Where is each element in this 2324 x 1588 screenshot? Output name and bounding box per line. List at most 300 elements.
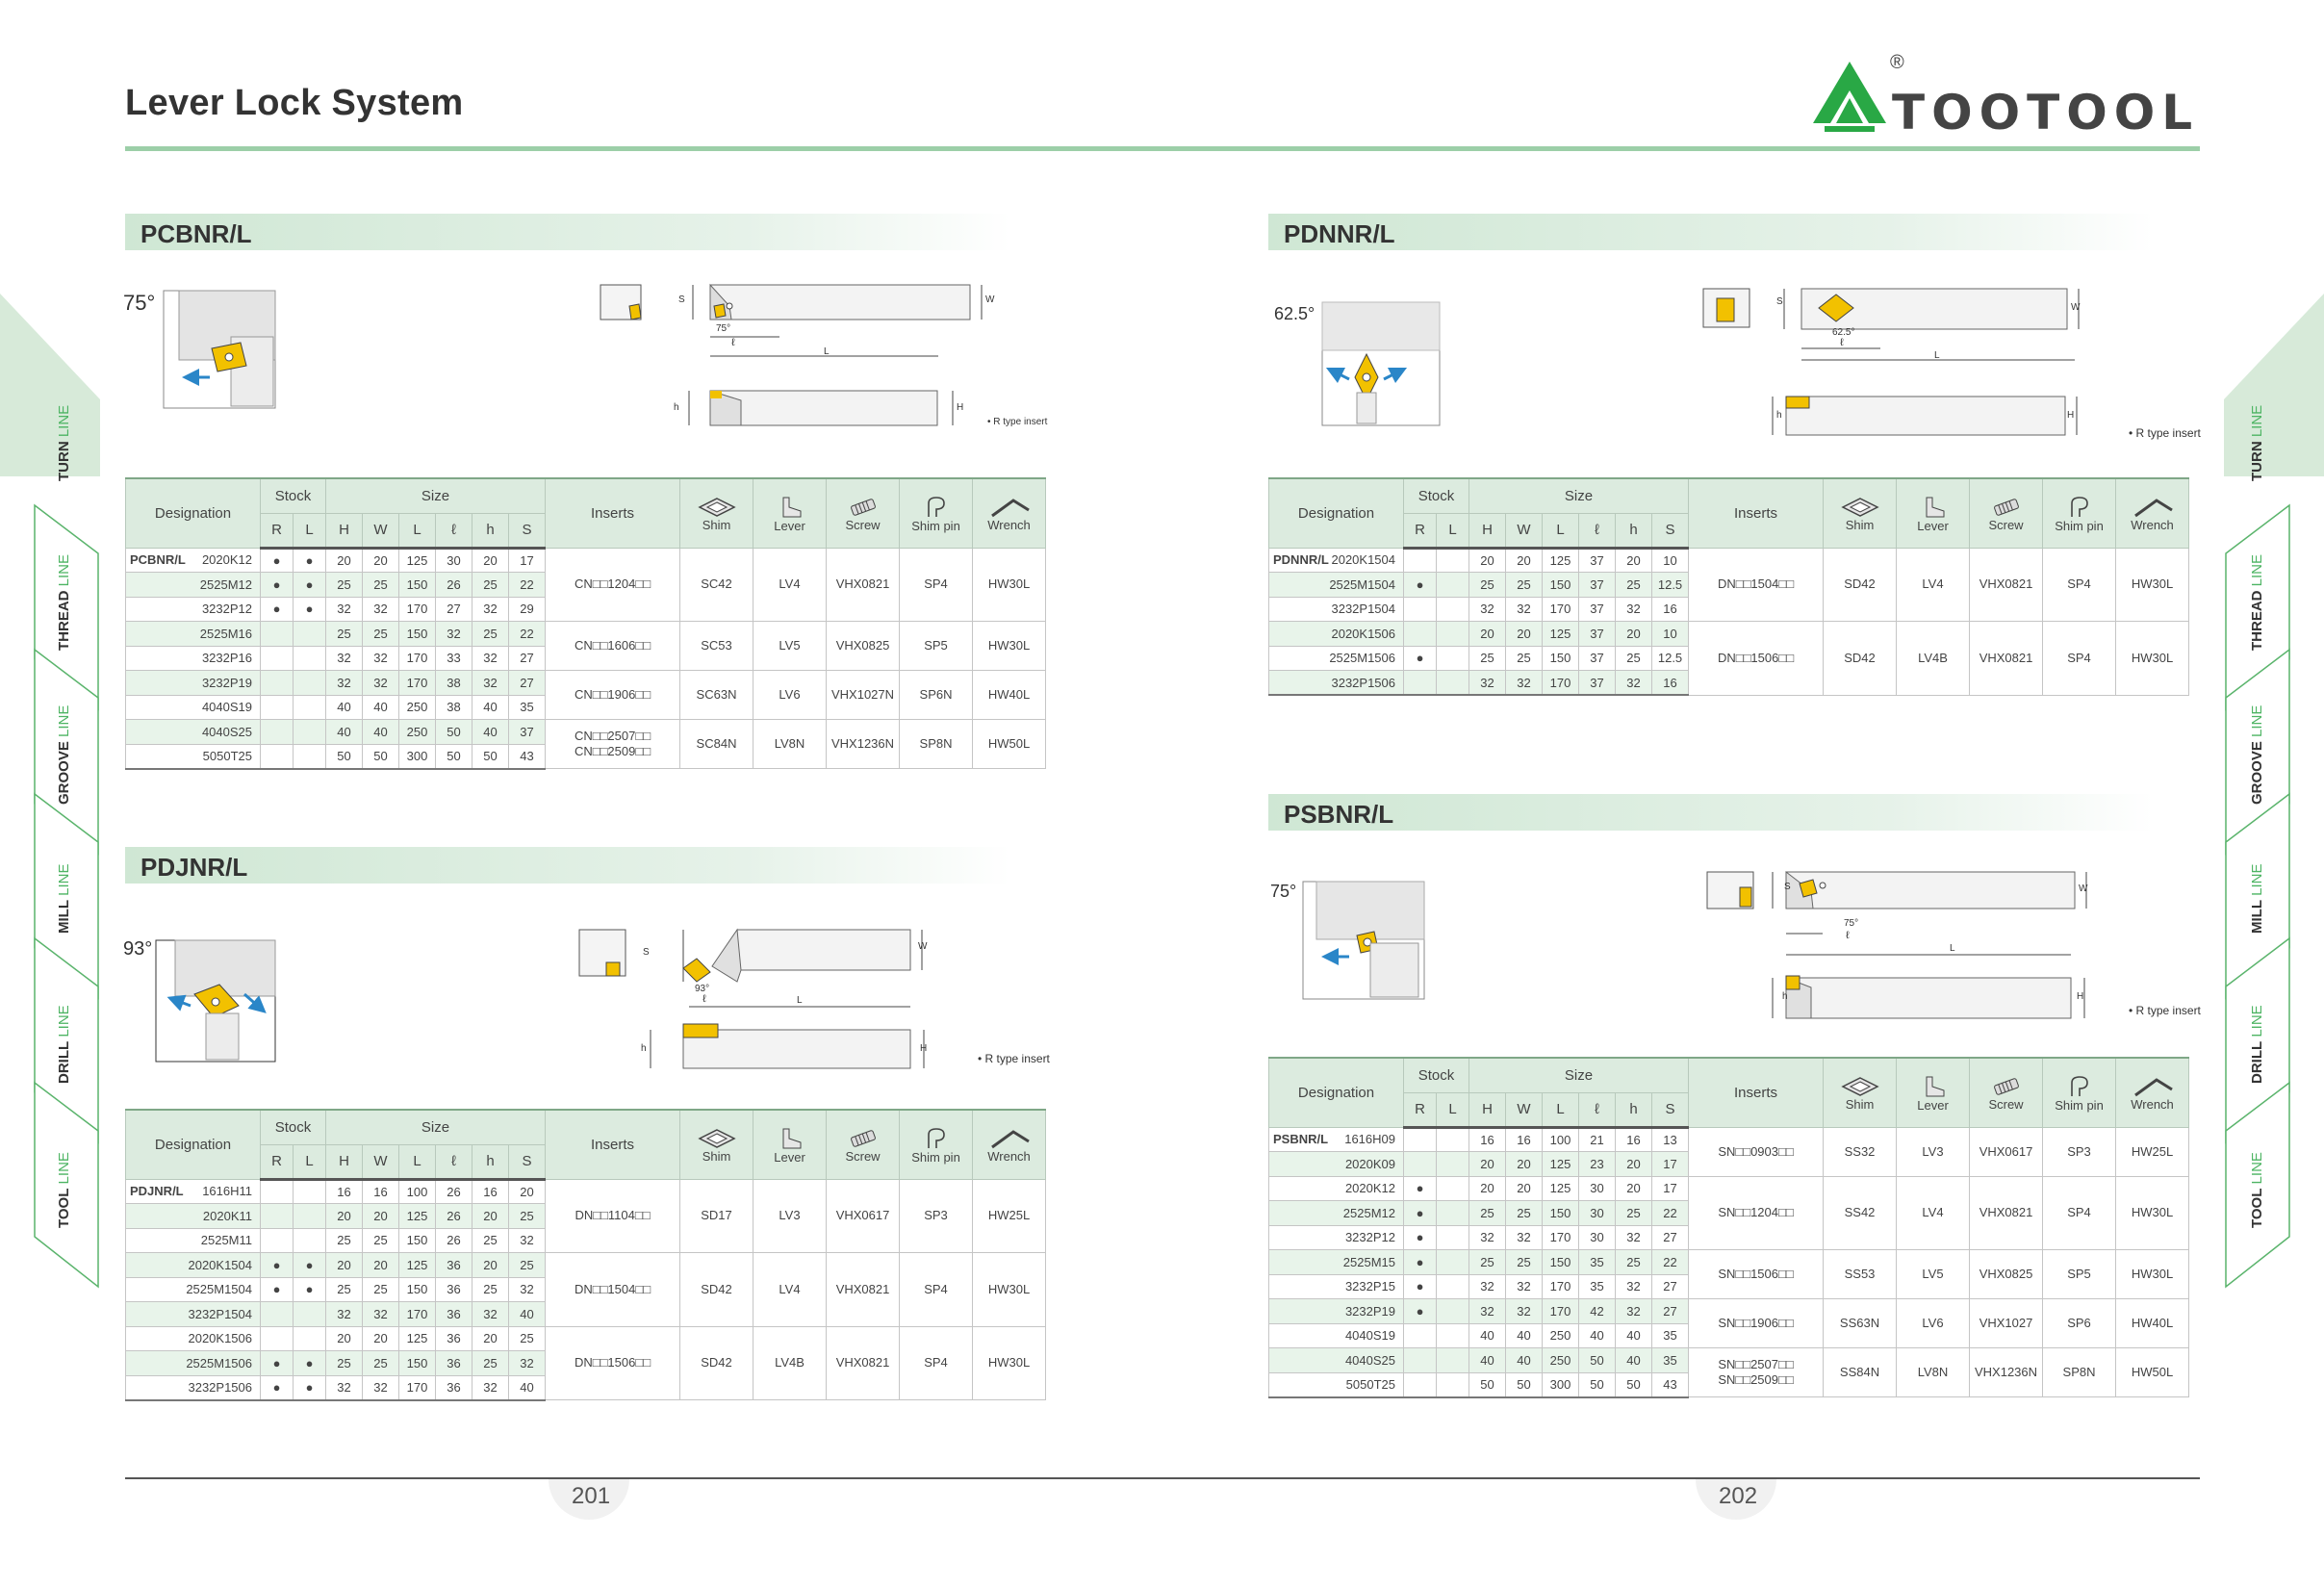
shim-pin-cell: SP4 (2043, 1176, 2116, 1250)
side-tab-left-turn[interactable]: TURN LINE (56, 404, 72, 481)
stock-r-cell (261, 671, 294, 696)
wrench-cell: HW30L (2116, 622, 2189, 696)
size-l-cell: 170 (399, 597, 436, 622)
size-s-cell: 27 (1652, 1274, 1689, 1299)
size-h-cell: 16 (1469, 1127, 1506, 1152)
size-h-header: h (1616, 513, 1652, 548)
size-l-cell: 150 (1543, 1250, 1579, 1275)
insert-cell: SN□□0903□□ (1689, 1127, 1824, 1176)
designation-cell: 2020K1506 (126, 1326, 261, 1351)
size-w-cell: 40 (1506, 1323, 1543, 1348)
pcbnr-approach-diagram (123, 289, 277, 414)
stock-l-cell (1437, 548, 1469, 573)
size-h-cell: 16 (472, 1179, 509, 1204)
size-h-cell: 20 (472, 548, 509, 573)
size-h-cell: 20 (1616, 1152, 1652, 1177)
size-l-header: L (1543, 513, 1579, 548)
size-h-cell: 32 (1469, 671, 1506, 696)
size-l-cell: 125 (1543, 622, 1579, 647)
lever-icon (753, 496, 826, 519)
size-s-cell: 32 (509, 1228, 546, 1253)
size-l-cell: 150 (1543, 1201, 1579, 1226)
shim-cell: SC63N (680, 671, 753, 720)
size-l-cell: 150 (1543, 646, 1579, 671)
size-l-cell: 250 (1543, 1348, 1579, 1373)
size-h-header: h (1616, 1092, 1652, 1127)
stock-l-cell: ● (294, 1375, 326, 1400)
wrench-header (2116, 478, 2189, 548)
size-h-cell: 20 (1469, 1152, 1506, 1177)
size-s-header: S (509, 513, 546, 548)
size-h-cell: 50 (1469, 1372, 1506, 1397)
side-tab-right-groove[interactable]: GROOVE LINE (2249, 704, 2265, 805)
size-s-cell: 25 (509, 1326, 546, 1351)
size-h-cell: 20 (472, 1326, 509, 1351)
size-ell-cell: 36 (436, 1253, 472, 1278)
size-w-cell: 25 (363, 1277, 399, 1302)
dim-h-large: H (2067, 410, 2075, 421)
size-s-header: S (1652, 1092, 1689, 1127)
stock-r-cell: ● (1404, 1274, 1437, 1299)
inserts-header: Inserts (1689, 1058, 1824, 1127)
stock-r-cell (261, 1302, 294, 1327)
designation-header: Designation (126, 478, 261, 548)
stock-r-cell: ● (261, 1351, 294, 1376)
dim-angle: 62.5° (1832, 327, 1855, 338)
size-ell-cell: 36 (436, 1277, 472, 1302)
size-h-cell: 50 (472, 744, 509, 769)
size-h-cell: 16 (1616, 1127, 1652, 1152)
pdnnr-approach-diagram (1270, 300, 1443, 427)
registered-mark: ® (1890, 52, 1904, 73)
designation-cell: 3232P1504 (126, 1302, 261, 1327)
size-l-cell: 125 (1543, 548, 1579, 573)
size-s-cell: 27 (509, 646, 546, 671)
wrench-cell: HW40L (2116, 1299, 2189, 1348)
size-header: Size (1469, 478, 1689, 513)
designation-cell: 3232P1506 (126, 1375, 261, 1400)
wrench-icon (973, 497, 1045, 518)
size-s-cell: 32 (509, 1351, 546, 1376)
lever-cell: LV4B (1897, 622, 1970, 696)
side-tab-right-tool[interactable]: TOOL LINE (2249, 1152, 2265, 1228)
lever-header (1897, 478, 1970, 548)
screw-cell: VHX0821 (827, 1253, 900, 1327)
screw-header (1970, 1058, 2043, 1127)
size-ell-cell: 37 (1579, 548, 1616, 573)
size-s-cell: 17 (1652, 1176, 1689, 1201)
dim-l: L (1950, 943, 1955, 954)
shim-pin-icon (2043, 496, 2115, 519)
size-l-cell: 150 (399, 1351, 436, 1376)
designation-cell: 3232P1504 (1269, 597, 1404, 622)
designation-cell: 2525M16 (126, 622, 261, 647)
size-ell-cell: 37 (1579, 622, 1616, 647)
stock-l-cell (294, 744, 326, 769)
size-l-cell: 150 (1543, 573, 1579, 598)
size-h-cell: 25 (1469, 1250, 1506, 1275)
size-h-cell: 20 (1469, 548, 1506, 573)
size-l-cell: 125 (399, 1253, 436, 1278)
size-h-header: H (1469, 513, 1506, 548)
size-w-header: W (363, 1144, 399, 1179)
size-h-cell: 25 (472, 1277, 509, 1302)
size-ell-cell: 26 (436, 1228, 472, 1253)
insert-cell: SN□□2507□□ SN□□2509□□ (1689, 1348, 1824, 1397)
size-ell-cell: 38 (436, 695, 472, 720)
screw-label: Screw (1988, 517, 2024, 532)
size-h-cell: 25 (326, 1228, 363, 1253)
stock-l-header: L (294, 1144, 326, 1179)
designation-cell: 4040S25 (126, 720, 261, 745)
dim-w: W (918, 941, 928, 952)
wrench-cell: HW30L (973, 622, 1046, 671)
size-l-cell: 170 (1543, 671, 1579, 696)
page-title: Lever Lock System (125, 83, 464, 123)
size-ell-cell: 35 (1579, 1274, 1616, 1299)
size-s-cell: 10 (1652, 548, 1689, 573)
lever-label: Lever (774, 1149, 805, 1165)
shim-icon (1824, 497, 1896, 518)
psbnr-approach-diagram (1268, 878, 1428, 1003)
designation-cell: 2020K09 (1269, 1152, 1404, 1177)
size-h-cell: 32 (1469, 597, 1506, 622)
size-l-cell: 150 (399, 622, 436, 647)
pdjnr-dimension-diagram (577, 924, 1001, 1078)
designation-cell: PSBNR/L 1616H09 (1269, 1127, 1404, 1152)
size-s-cell: 10 (1652, 622, 1689, 647)
stock-r-cell (1404, 597, 1437, 622)
lever-cell: LV5 (753, 622, 827, 671)
size-s-header: S (1652, 513, 1689, 548)
size-s-cell: 20 (509, 1179, 546, 1204)
stock-l-cell (294, 622, 326, 647)
size-h-cell: 32 (326, 646, 363, 671)
stock-r-cell: ● (1404, 1225, 1437, 1250)
size-h-cell: 40 (326, 695, 363, 720)
size-w-cell: 40 (363, 695, 399, 720)
size-w-cell: 40 (363, 720, 399, 745)
stock-l-cell (1437, 1323, 1469, 1348)
designation-cell: 3232P1506 (1269, 671, 1404, 696)
lever-cell: LV8N (1897, 1348, 1970, 1397)
stock-l-cell (294, 1179, 326, 1204)
stock-r-cell (1404, 1323, 1437, 1348)
stock-r-header: R (1404, 513, 1437, 548)
insert-cell: DN□□1506□□ (1689, 622, 1824, 696)
size-h-cell: 25 (472, 1228, 509, 1253)
size-l-cell: 125 (399, 548, 436, 573)
dim-s: S (643, 947, 650, 958)
stock-l-cell (1437, 1250, 1469, 1275)
shim-pin-cell: SP8N (2043, 1348, 2116, 1397)
designation-cell: 4040S25 (1269, 1348, 1404, 1373)
side-tab-left-drill[interactable]: DRILL LINE (56, 1005, 72, 1084)
size-w-cell: 32 (363, 1302, 399, 1327)
screw-cell: VHX1236N (827, 720, 900, 769)
designation-cell: PCBNR/L 2020K12 (126, 548, 261, 573)
wrench-cell: HW25L (2116, 1127, 2189, 1176)
table-row (126, 1179, 1046, 1204)
designation-cell: 3232P15 (1269, 1274, 1404, 1299)
size-ell-header: ℓ (1579, 1092, 1616, 1127)
size-ell-cell: 35 (1579, 1250, 1616, 1275)
shim-header (1824, 478, 1897, 548)
size-h-cell: 25 (1616, 1201, 1652, 1226)
size-l-cell: 170 (399, 646, 436, 671)
size-h-cell: 20 (1616, 1176, 1652, 1201)
size-s-cell: 35 (509, 695, 546, 720)
shim-icon (680, 1128, 753, 1149)
size-s-cell: 12.5 (1652, 646, 1689, 671)
size-header: Size (326, 478, 546, 513)
stock-l-cell (294, 1204, 326, 1229)
dim-l: L (1934, 350, 1940, 361)
dim-h-large: H (957, 402, 964, 413)
table-row (126, 671, 1046, 696)
size-l-cell: 250 (399, 720, 436, 745)
shim-header (680, 478, 753, 548)
size-w-cell: 25 (363, 1351, 399, 1376)
size-ell-cell: 50 (1579, 1372, 1616, 1397)
stock-l-cell (1437, 597, 1469, 622)
dim-h-small: h (674, 402, 679, 413)
shim-pin-cell: SP4 (2043, 548, 2116, 622)
size-h-cell: 25 (1616, 573, 1652, 598)
shim-pin-icon (900, 1127, 972, 1150)
table-row (126, 1326, 1046, 1351)
wrench-cell: HW30L (973, 1326, 1046, 1400)
inserts-header: Inserts (546, 1110, 680, 1179)
size-l-cell: 170 (1543, 1299, 1579, 1324)
stock-l-cell (1437, 622, 1469, 647)
insert-cell: SN□□1906□□ (1689, 1299, 1824, 1348)
side-tab-right-turn[interactable]: TURN LINE (2249, 404, 2265, 481)
size-l-cell: 100 (1543, 1127, 1579, 1152)
size-l-cell: 250 (1543, 1323, 1579, 1348)
shim-header (1824, 1058, 1897, 1127)
dim-angle: 93° (695, 984, 710, 994)
table-row (1269, 1176, 2189, 1201)
stock-l-header: L (1437, 513, 1469, 548)
stock-l-header: L (294, 513, 326, 548)
size-h-cell: 20 (472, 1253, 509, 1278)
size-ell-cell: 30 (1579, 1201, 1616, 1226)
wrench-icon (973, 1128, 1045, 1149)
size-l-cell: 150 (399, 1228, 436, 1253)
stock-r-cell (1404, 1127, 1437, 1152)
stock-r-cell (261, 1228, 294, 1253)
size-l-cell: 125 (399, 1204, 436, 1229)
size-h-cell: 25 (472, 622, 509, 647)
side-tab-left-groove[interactable]: GROOVE LINE (56, 704, 72, 805)
shim-cell: SS53 (1824, 1250, 1897, 1299)
size-s-cell: 40 (509, 1302, 546, 1327)
size-header: Size (326, 1110, 546, 1144)
lever-cell: LV3 (753, 1179, 827, 1253)
dim-angle: 75° (716, 323, 731, 334)
stock-l-cell (294, 720, 326, 745)
size-s-cell: 43 (509, 744, 546, 769)
size-s-cell: 22 (1652, 1201, 1689, 1226)
size-ell-cell: 26 (436, 1179, 472, 1204)
size-s-cell: 27 (509, 671, 546, 696)
size-s-cell: 12.5 (1652, 573, 1689, 598)
section-header-pdnnr: PDNNR/L (1268, 214, 2154, 250)
designation-cell: 4040S19 (126, 695, 261, 720)
size-s-cell: 13 (1652, 1127, 1689, 1152)
side-tab-right-mill[interactable]: MILL LINE (2249, 863, 2265, 934)
wrench-label: Wrench (987, 1148, 1031, 1164)
pdnnr-dimension-diagram (1699, 285, 2104, 447)
wrench-label: Wrench (2131, 1096, 2174, 1112)
wrench-icon (2116, 1076, 2188, 1097)
stock-l-cell (294, 671, 326, 696)
approach-angle-label: 75° (123, 291, 156, 315)
size-h-cell: 40 (1469, 1348, 1506, 1373)
shim-cell: SD42 (680, 1326, 753, 1400)
shim-cell: SC53 (680, 622, 753, 671)
screw-cell: VHX0617 (827, 1179, 900, 1253)
size-ell-cell: 36 (436, 1351, 472, 1376)
wrench-cell: HW30L (973, 1253, 1046, 1327)
stock-r-cell (1404, 671, 1437, 696)
side-tab-right-thread[interactable]: THREAD LINE (2249, 553, 2265, 651)
size-w-cell: 20 (1506, 1176, 1543, 1201)
stock-l-cell (294, 695, 326, 720)
table-row (1269, 1250, 2189, 1275)
lever-icon (753, 1127, 826, 1150)
stock-r-cell: ● (261, 573, 294, 598)
size-w-cell: 32 (363, 1375, 399, 1400)
r-type-note-pdjnr: • R type insert (978, 1052, 1050, 1065)
side-tab-left-mill[interactable]: MILL LINE (56, 863, 72, 934)
size-s-header: S (509, 1144, 546, 1179)
screw-cell: VHX1236N (1970, 1348, 2043, 1397)
pin-label: Shim pin (2055, 518, 2104, 533)
shim-icon (1824, 1076, 1896, 1097)
size-l-cell: 170 (399, 1375, 436, 1400)
size-l-cell: 150 (399, 1277, 436, 1302)
screw-cell: VHX0821 (827, 548, 900, 622)
table-row (1269, 622, 2189, 647)
lever-icon (1897, 1075, 1969, 1098)
stock-r-header: R (261, 1144, 294, 1179)
size-h-cell: 25 (1616, 1250, 1652, 1275)
size-ell-cell: 33 (436, 646, 472, 671)
size-h-cell: 25 (472, 1351, 509, 1376)
lever-icon (1897, 496, 1969, 519)
shim-cell: SS63N (1824, 1299, 1897, 1348)
stock-l-cell (1437, 1348, 1469, 1373)
size-w-cell: 20 (363, 1204, 399, 1229)
size-l-cell: 150 (399, 573, 436, 598)
dim-w: W (2079, 884, 2088, 894)
stock-l-header: L (1437, 1092, 1469, 1127)
screw-icon (827, 1128, 899, 1149)
size-ell-cell: 26 (436, 1204, 472, 1229)
screw-header (827, 1110, 900, 1179)
size-ell-cell: 26 (436, 573, 472, 598)
wrench-cell: HW30L (2116, 548, 2189, 622)
stock-l-cell (1437, 1152, 1469, 1177)
designation-cell: PDJNR/L 1616H11 (126, 1179, 261, 1204)
designation-cell: 2525M1504 (1269, 573, 1404, 598)
wrench-cell: HW30L (2116, 1176, 2189, 1250)
dim-ell: ℓ (1846, 930, 1850, 941)
stock-l-cell (1437, 1127, 1469, 1152)
shim-cell: SS42 (1824, 1176, 1897, 1250)
size-h-cell: 25 (1469, 573, 1506, 598)
size-ell-cell: 23 (1579, 1152, 1616, 1177)
lever-header (753, 1110, 827, 1179)
right-side-tabs (2224, 294, 2324, 1294)
stock-r-cell (261, 720, 294, 745)
size-w-cell: 50 (363, 744, 399, 769)
side-tab-left-thread[interactable]: THREAD LINE (56, 553, 72, 651)
shim-pin-cell: SP5 (900, 622, 973, 671)
size-w-cell: 32 (1506, 1225, 1543, 1250)
lever-cell: LV5 (1897, 1250, 1970, 1299)
stock-header: Stock (261, 1110, 326, 1144)
size-h-cell: 40 (1616, 1348, 1652, 1373)
shim-pin-cell: SP3 (2043, 1127, 2116, 1176)
lever-cell: LV3 (1897, 1127, 1970, 1176)
side-tab-right-drill[interactable]: DRILL LINE (2249, 1005, 2265, 1084)
stock-header: Stock (1404, 478, 1469, 513)
psbnr-dimension-diagram (1705, 862, 2109, 1026)
size-ell-cell: 32 (436, 622, 472, 647)
wrench-cell: HW25L (973, 1179, 1046, 1253)
pin-header (2043, 1058, 2116, 1127)
wrench-cell: HW30L (2116, 1250, 2189, 1299)
dim-s: S (678, 295, 685, 305)
size-w-cell: 25 (363, 1228, 399, 1253)
size-h-cell: 25 (472, 573, 509, 598)
size-h-cell: 50 (326, 744, 363, 769)
page-number-right: 202 (1719, 1483, 1758, 1509)
approach-angle-label: 93° (123, 938, 153, 960)
size-h-cell: 20 (1469, 622, 1506, 647)
size-h-cell: 20 (326, 1326, 363, 1351)
size-l-header: L (399, 1144, 436, 1179)
shim-icon (680, 497, 753, 518)
side-tab-left-tool[interactable]: TOOL LINE (56, 1152, 72, 1228)
designation-cell: 2525M12 (126, 573, 261, 598)
wrench-header (2116, 1058, 2189, 1127)
inserts-header: Inserts (546, 478, 680, 548)
stock-l-cell: ● (294, 573, 326, 598)
size-ell-cell: 36 (436, 1326, 472, 1351)
brand-logo (1811, 52, 2206, 141)
designation-cell: 3232P12 (126, 597, 261, 622)
pdjnr-spec-table (125, 1109, 1046, 1401)
designation-cell: 5050T25 (1269, 1372, 1404, 1397)
size-w-cell: 25 (363, 573, 399, 598)
wrench-cell: HW30L (973, 548, 1046, 622)
size-h-cell: 20 (326, 1204, 363, 1229)
wrench-header (973, 478, 1046, 548)
size-s-cell: 25 (509, 1253, 546, 1278)
size-header: Size (1469, 1058, 1689, 1092)
stock-l-cell (1437, 1372, 1469, 1397)
insert-cell: CN□□1906□□ (546, 671, 680, 720)
stock-r-cell (261, 1179, 294, 1204)
stock-l-cell (1437, 573, 1469, 598)
size-s-cell: 22 (509, 622, 546, 647)
stock-r-cell: ● (1404, 1299, 1437, 1324)
size-h-header: h (472, 513, 509, 548)
